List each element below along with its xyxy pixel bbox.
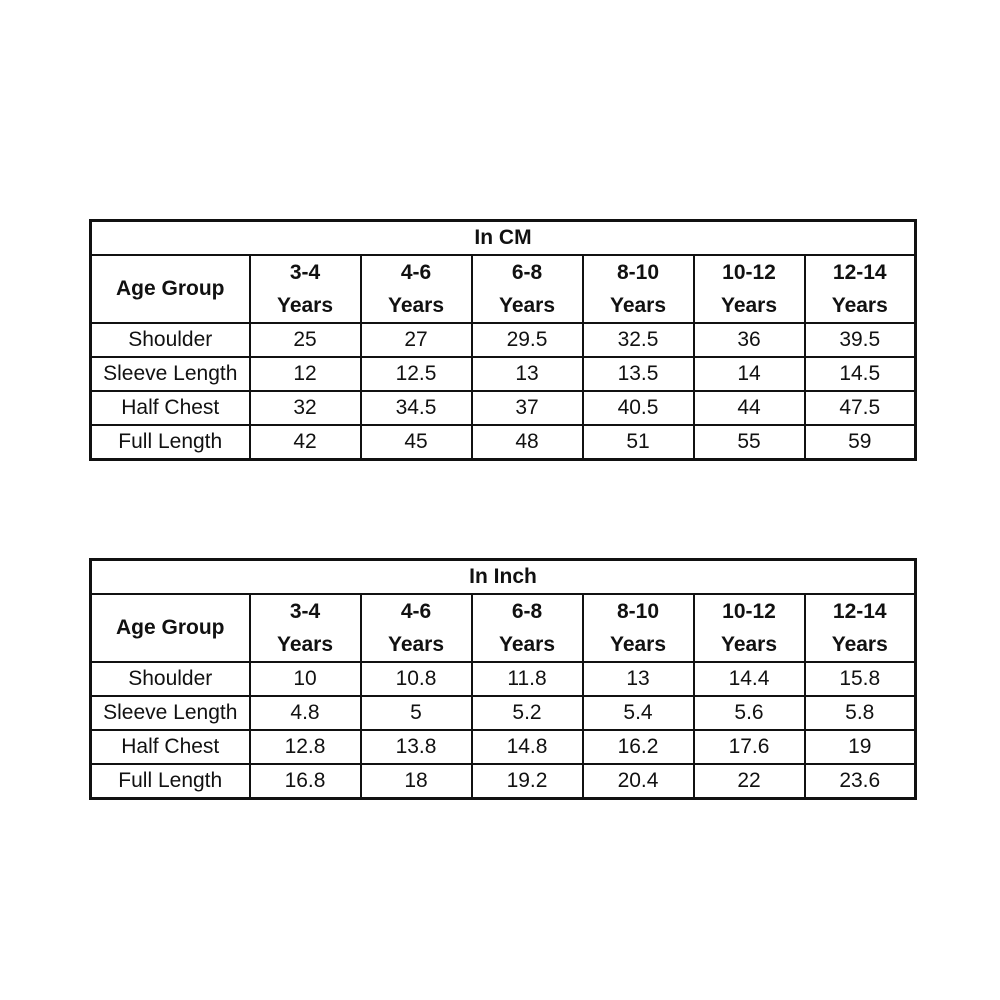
table-cell: 47.5 (805, 391, 916, 425)
age-group-column-header (250, 594, 361, 662)
table-cell: 51 (583, 425, 694, 460)
table-title: In Inch (91, 560, 916, 595)
age-group-column-header (361, 255, 472, 323)
age-range: 12-14 (832, 261, 887, 284)
table-cell: 59 (805, 425, 916, 460)
table-cell: 16.2 (583, 730, 694, 764)
age-unit: Years (831, 633, 888, 656)
table-cell: 5.8 (805, 696, 916, 730)
table-cell: 22 (694, 764, 805, 799)
age-range: 3-4 (289, 261, 321, 284)
table-cell: 11.8 (472, 662, 583, 696)
table-cell: 37 (472, 391, 583, 425)
table-cell: 14.4 (694, 662, 805, 696)
row-label: Full Length (91, 764, 250, 799)
table-cell: 13 (472, 357, 583, 391)
age-range: 4-6 (400, 261, 432, 284)
table-cell: 10 (250, 662, 361, 696)
age-group-column-header (361, 594, 472, 662)
table-cell: 12 (250, 357, 361, 391)
age-unit: Years (276, 633, 334, 656)
table-cell: 14 (694, 357, 805, 391)
table-cell: 45 (361, 425, 472, 460)
table-cell: 5.2 (472, 696, 583, 730)
table-cell: 34.5 (361, 391, 472, 425)
age-range: 10-12 (722, 261, 776, 284)
table-cell: 12.5 (361, 357, 472, 391)
row-label: Half Chest (91, 391, 250, 425)
age-range: 8-10 (616, 600, 660, 623)
table-row (91, 323, 916, 357)
table-cell: 42 (250, 425, 361, 460)
age-group-column-header (805, 255, 916, 323)
age-range: 8-10 (616, 261, 660, 284)
table-cell: 19.2 (472, 764, 583, 799)
table-cell: 13 (583, 662, 694, 696)
table-title-row (91, 221, 916, 256)
row-label: Full Length (91, 425, 250, 460)
table-row (91, 764, 916, 799)
table-row (91, 696, 916, 730)
row-label: Sleeve Length (91, 696, 250, 730)
table-cell: 19 (805, 730, 916, 764)
table-cell: 40.5 (583, 391, 694, 425)
age-group-column-header (250, 255, 361, 323)
age-group-column-header (694, 594, 805, 662)
table-cell: 16.8 (250, 764, 361, 799)
age-group-column-header (583, 255, 694, 323)
age-group-column-header (472, 255, 583, 323)
table-cell: 39.5 (805, 323, 916, 357)
table-header-row (91, 255, 916, 323)
size-chart-inch-table (89, 558, 917, 800)
table-row (91, 662, 916, 696)
table-cell: 14.8 (472, 730, 583, 764)
age-range: 12-14 (832, 600, 887, 623)
table-header-row (91, 594, 916, 662)
age-group-header: Age Group (91, 594, 250, 662)
age-range: 10-12 (722, 600, 776, 623)
age-group-column-header (694, 255, 805, 323)
age-group-column-header (805, 594, 916, 662)
age-unit: Years (498, 294, 556, 317)
table-cell: 27 (361, 323, 472, 357)
table-row (91, 391, 916, 425)
row-label: Shoulder (91, 323, 250, 357)
table-title: In CM (91, 221, 916, 256)
table-cell: 44 (694, 391, 805, 425)
table-cell: 5 (361, 696, 472, 730)
size-chart-cm-table (89, 219, 917, 461)
table-cell: 32 (250, 391, 361, 425)
table-cell: 5.4 (583, 696, 694, 730)
table-cell: 48 (472, 425, 583, 460)
table-row (91, 730, 916, 764)
age-unit: Years (609, 294, 667, 317)
table-cell: 15.8 (805, 662, 916, 696)
age-unit: Years (609, 633, 667, 656)
table-row (91, 357, 916, 391)
table-cell: 5.6 (694, 696, 805, 730)
age-unit: Years (276, 294, 334, 317)
age-unit: Years (387, 633, 445, 656)
table-title-row (91, 560, 916, 595)
age-group-column-header (472, 594, 583, 662)
age-unit: Years (720, 633, 778, 656)
table-cell: 25 (250, 323, 361, 357)
table-cell: 4.8 (250, 696, 361, 730)
table-cell: 12.8 (250, 730, 361, 764)
table-cell: 14.5 (805, 357, 916, 391)
table-cell: 36 (694, 323, 805, 357)
table-cell: 32.5 (583, 323, 694, 357)
age-group-header: Age Group (91, 255, 250, 323)
row-label: Shoulder (91, 662, 250, 696)
age-range: 3-4 (289, 600, 321, 623)
age-unit: Years (831, 294, 888, 317)
table-cell: 10.8 (361, 662, 472, 696)
table-cell: 17.6 (694, 730, 805, 764)
age-group-column-header (583, 594, 694, 662)
table-cell: 13.8 (361, 730, 472, 764)
age-unit: Years (498, 633, 556, 656)
table-row (91, 425, 916, 460)
age-unit: Years (720, 294, 778, 317)
table-cell: 55 (694, 425, 805, 460)
table-cell: 18 (361, 764, 472, 799)
age-range: 6-8 (511, 261, 543, 284)
table-cell: 29.5 (472, 323, 583, 357)
row-label: Half Chest (91, 730, 250, 764)
age-range: 6-8 (511, 600, 543, 623)
table-cell: 20.4 (583, 764, 694, 799)
age-unit: Years (387, 294, 445, 317)
row-label: Sleeve Length (91, 357, 250, 391)
table-cell: 13.5 (583, 357, 694, 391)
age-range: 4-6 (400, 600, 432, 623)
table-cell: 23.6 (805, 764, 916, 799)
